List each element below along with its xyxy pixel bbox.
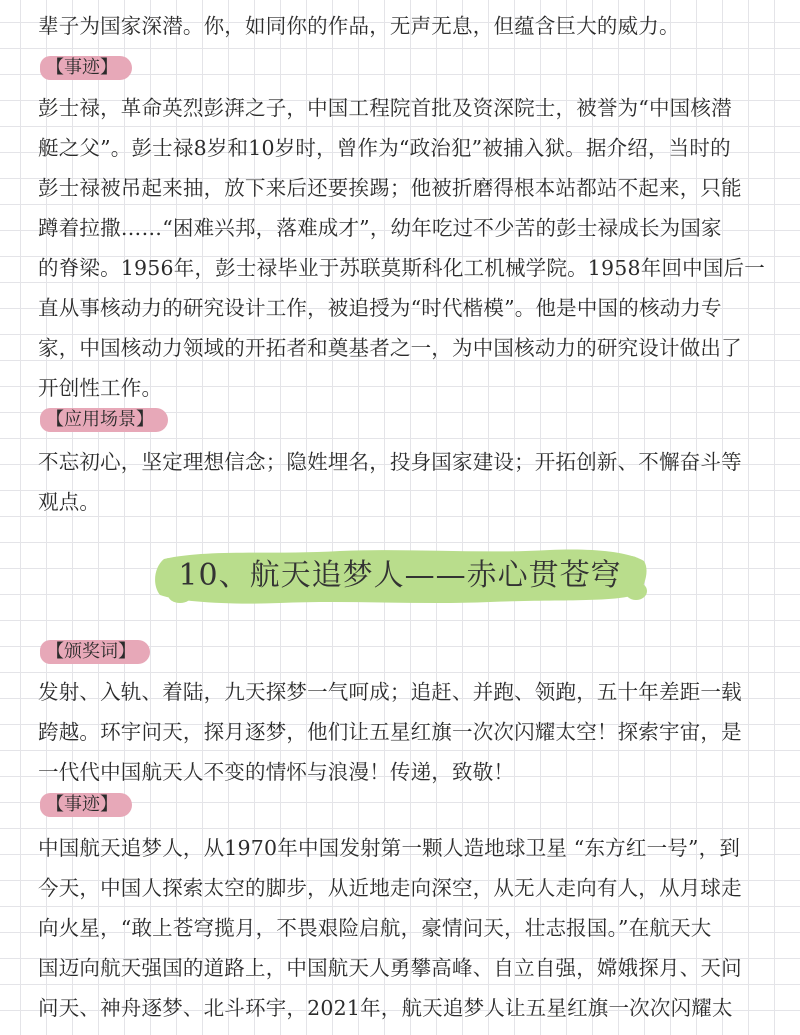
deeds-tag: 【事迹】 bbox=[40, 56, 132, 80]
paragraph-line: 跨越。环宇问天，探月逐梦，他们让五星红旗一次次闪耀太空！探索宇宙，是 bbox=[38, 720, 742, 744]
paragraph-line: 向火星，“敢上苍穹揽月，不畏艰险启航，豪情问天，壮志报国。”在航天大 bbox=[38, 916, 712, 940]
paragraph-line: 发射、入轨、着陆，九天探梦一气呵成；追赶、并跑、领跑，五十年差距一载 bbox=[38, 680, 742, 704]
paragraph-line: 的脊梁。1956年，彭士禄毕业于苏联莫斯科化工机械学院。1958年回中国后一 bbox=[38, 256, 765, 280]
paragraph-line: 今天，中国人探索太空的脚步，从近地走向深空，从无人走向有人，从月球走 bbox=[38, 876, 742, 900]
section-heading bbox=[150, 545, 650, 607]
paragraph-line: 不忘初心，坚定理想信念；隐姓埋名，投身国家建设；开拓创新、不懈奋斗等 bbox=[38, 450, 742, 474]
paragraph-line: 彭士禄，革命英烈彭湃之子，中国工程院首批及资深院士，被誉为“中国核潜 bbox=[38, 96, 732, 120]
paragraph-line: 开创性工作。 bbox=[38, 376, 163, 400]
heading-text: 10、航天追梦人——赤心贯苍穹 bbox=[178, 558, 622, 593]
deeds-tag: 【事迹】 bbox=[40, 793, 132, 817]
award-tag: 【颁奖词】 bbox=[40, 640, 150, 664]
paragraph-line: 家，中国核动力领域的开拓者和奠基者之一，为中国核动力的研究设计做出了 bbox=[38, 336, 742, 360]
paragraph-line: 一代代中国航天人不变的情怀与浪漫！传递，致敬！ bbox=[38, 760, 515, 784]
paragraph-line: 蹲着拉撒……“困难兴邦，落难成才”，幼年吃过不少苦的彭士禄成长为国家 bbox=[38, 216, 722, 240]
paragraph-line: 艇之父”。彭士禄8岁和10岁时，曾作为“政治犯”被捕入狱。据介绍，当时的 bbox=[38, 136, 731, 160]
intro-line: 辈子为国家深潜。你，如同你的作品，无声无息，但蕴含巨大的威力。 bbox=[38, 14, 680, 38]
paragraph-line: 国迈向航天强国的道路上，中国航天人勇攀高峰、自立自强，嫦娥探月、天问 bbox=[38, 956, 742, 980]
paragraph-line: 观点。 bbox=[38, 490, 101, 514]
paragraph-line: 问天、神舟逐梦、北斗环宇，2021年，航天追梦人让五星红旗一次次闪耀太 bbox=[38, 996, 733, 1020]
scene-tag: 【应用场景】 bbox=[40, 408, 168, 432]
paragraph-line: 中国航天追梦人，从1970年中国发射第一颗人造地球卫星 “东方红一号”，到 bbox=[38, 836, 741, 860]
paragraph-line: 直从事核动力的研究设计工作，被追授为“时代楷模”。他是中国的核动力专 bbox=[38, 296, 722, 320]
paragraph-line: 彭士禄被吊起来抽，放下来后还要挨踢；他被折磨得根本站都站不起来，只能 bbox=[38, 176, 742, 200]
